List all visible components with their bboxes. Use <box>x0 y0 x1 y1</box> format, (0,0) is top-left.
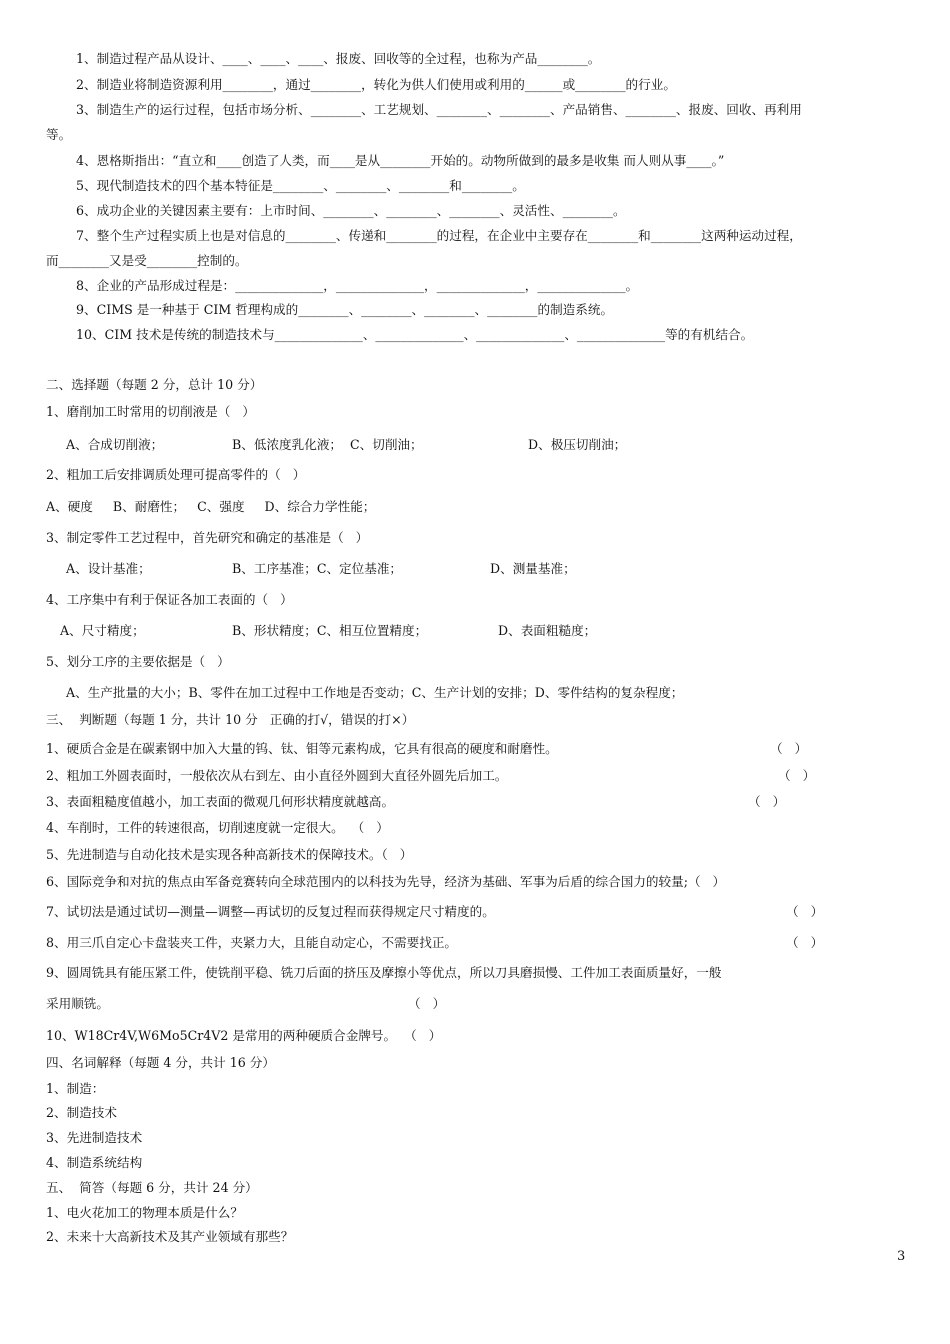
section-heading: 四、名词解释（每题 4 分，共计 16 分） <box>46 1055 275 1070</box>
judge-q8-answer-box: （ ） <box>786 935 824 950</box>
choice-q3-option-d: D、测量基准； <box>490 561 576 576</box>
choice-q2: 2、粗加工后安排调质处理可提高零件的（ ） <box>46 467 306 482</box>
fill-in-q10: 10、CIM 技术是传统的制造技术与______________、______________、______________、______________等的有机结合。 <box>76 327 754 342</box>
fill-in-q5: 5、现代制造技术的四个基本特征是________、________、________和________。 <box>76 178 525 193</box>
fill-in-q7: 7、整个生产过程实质上也是对信息的________、传递和________的过程，在企业中主要存在________和________这两种运动过程， <box>76 228 802 243</box>
page-number: 3 <box>897 1249 906 1264</box>
fill-in-q8: 8、企业的产品形成过程是：______________，______________，______________，______________。 <box>76 278 639 293</box>
fill-in-q6: 6、成功企业的关键因素主要有：上市时间、________、________、________、灵活性、________。 <box>76 203 626 218</box>
judge-q3-answer-box: （ ） <box>748 794 786 809</box>
judge-q9: 9、圆周铣具有能压紧工件，使铣削平稳、铣刀后面的挤压及摩擦小等优点，所以刀具磨损慢、工件加工表面质量好，一般 <box>46 965 722 980</box>
fill-in-q2: 2、制造业将制造资源利用________，通过________，转化为供人们使用或利用的______或________的行业。 <box>76 77 676 92</box>
judge-q8: 8、用三爪自定心卡盘装夹工件，夹紧力大，且能自动定心，不需要找正。 <box>46 935 458 950</box>
judge-q2-answer-box: （ ） <box>778 768 816 783</box>
choice-q3: 3、制定零件工艺过程中，首先研究和确定的基准是（ ） <box>46 530 369 545</box>
section-heading: 二、选择题（每题 2 分，总计 10 分） <box>46 377 263 392</box>
judge-q7: 7、试切法是通过试切—测量—调整—再试切的反复过程而获得规定尺寸精度的。 <box>46 904 495 919</box>
judge-q7-answer-box: （ ） <box>786 904 824 919</box>
term-item: 2、制造技术 <box>46 1105 117 1120</box>
choice-q1-option-d: D、极压切削油； <box>528 437 627 452</box>
choice-q4-option-d: D、表面粗糙度； <box>498 623 597 638</box>
fill-in-q1: 1、制造过程产品从设计、____、____、____、报废、回收等的全过程，也称为产品________。 <box>76 51 601 66</box>
short-answer-item: 2、未来十大高新技术及其产业领域有那些？ <box>46 1229 294 1244</box>
fill-in-q3: 3、制造生产的运行过程，包括市场分析、________、工艺规划、________、________、产品销售、________、报废、回收、再利用 <box>76 102 802 117</box>
judge-q10: 10、W18Cr4V,W6Mo5Cr4V2 是常用的两种硬质合金牌号。 （ ） <box>46 1028 442 1043</box>
choice-q4-option-bc: B、形状精度；C、相互位置精度； <box>232 623 428 638</box>
judge-q5: 5、先进制造与自动化技术是实现各种高新技术的保障技术。（ ） <box>46 847 413 862</box>
choice-q5-options: A、生产批量的大小；B、零件在加工过程中工作地是否变动；C、生产计划的安排；D、零件结构的复杂程度； <box>66 685 684 700</box>
judge-q4: 4、车削时，工件的转速很高，切削速度就一定很大。 （ ） <box>46 820 389 835</box>
term-item: 4、制造系统结构 <box>46 1155 143 1170</box>
choice-q2-options: A、硬度 B、耐磨性； C、强度 D、综合力学性能； <box>46 499 376 514</box>
judge-q2: 2、粗加工外圆表面时，一般依次从右到左、由小直径外圆到大直径外圆先后加工。 <box>46 768 508 783</box>
choice-q1-option-bc: B、低浓度乳化液； C、切削油； <box>232 437 423 452</box>
judge-q1-answer-box: （ ） <box>770 741 808 756</box>
judge-q3: 3、表面粗糙度值越小，加工表面的微观几何形状精度就越高。 <box>46 794 395 809</box>
choice-q5: 5、划分工序的主要依据是（ ） <box>46 654 230 669</box>
choice-q1: 1、磨削加工时常用的切削液是（ ） <box>46 404 255 419</box>
choice-q1-option-a: A、合成切削液； <box>66 437 164 452</box>
term-item: 1、制造： <box>46 1081 105 1096</box>
fill-in-q9: 9、CIMS 是一种基于 CIM 哲理构成的________、________、________、________的制造系统。 <box>76 302 614 317</box>
section-heading: 三、 判断题（每题 1 分，共计 10 分 正确的打√，错误的打×） <box>46 712 415 727</box>
choice-q4: 4、工序集中有利于保证各加工表面的（ ） <box>46 592 293 607</box>
short-answer-item: 1、电火花加工的物理本质是什么？ <box>46 1205 243 1220</box>
fill-in-q3-cont: 等。 <box>46 127 72 142</box>
fill-in-q7-cont: 而________又是受________控制的。 <box>46 253 248 268</box>
choice-q3-option-a: A、设计基准； <box>66 561 151 576</box>
choice-q3-option-bc: B、工序基准；C、定位基准； <box>232 561 403 576</box>
term-item: 3、先进制造技术 <box>46 1130 143 1145</box>
judge-q1: 1、硬质合金是在碳素钢中加入大量的钨、钛、钼等元素构成，它具有很高的硬度和耐磨性。 <box>46 741 558 756</box>
section-heading: 五、 简答（每题 6 分，共计 24 分） <box>46 1180 258 1195</box>
judge-q9-cont: 采用顺铣。 <box>46 996 109 1011</box>
fill-in-q4: 4、恩格斯指出：“直立和____创造了人类，而____是从________开始的。动物所做到的最多是收集 而人则从事____。” <box>76 153 725 168</box>
choice-q4-option-a: A、尺寸精度； <box>60 623 145 638</box>
judge-q6: 6、国际竞争和对抗的焦点由军备竞赛转向全球范围内的以科技为先导，经济为基础、军事为后盾的综合国力的较量;（ ） <box>46 874 726 889</box>
judge-q9-answer-box: （ ） <box>408 996 446 1011</box>
